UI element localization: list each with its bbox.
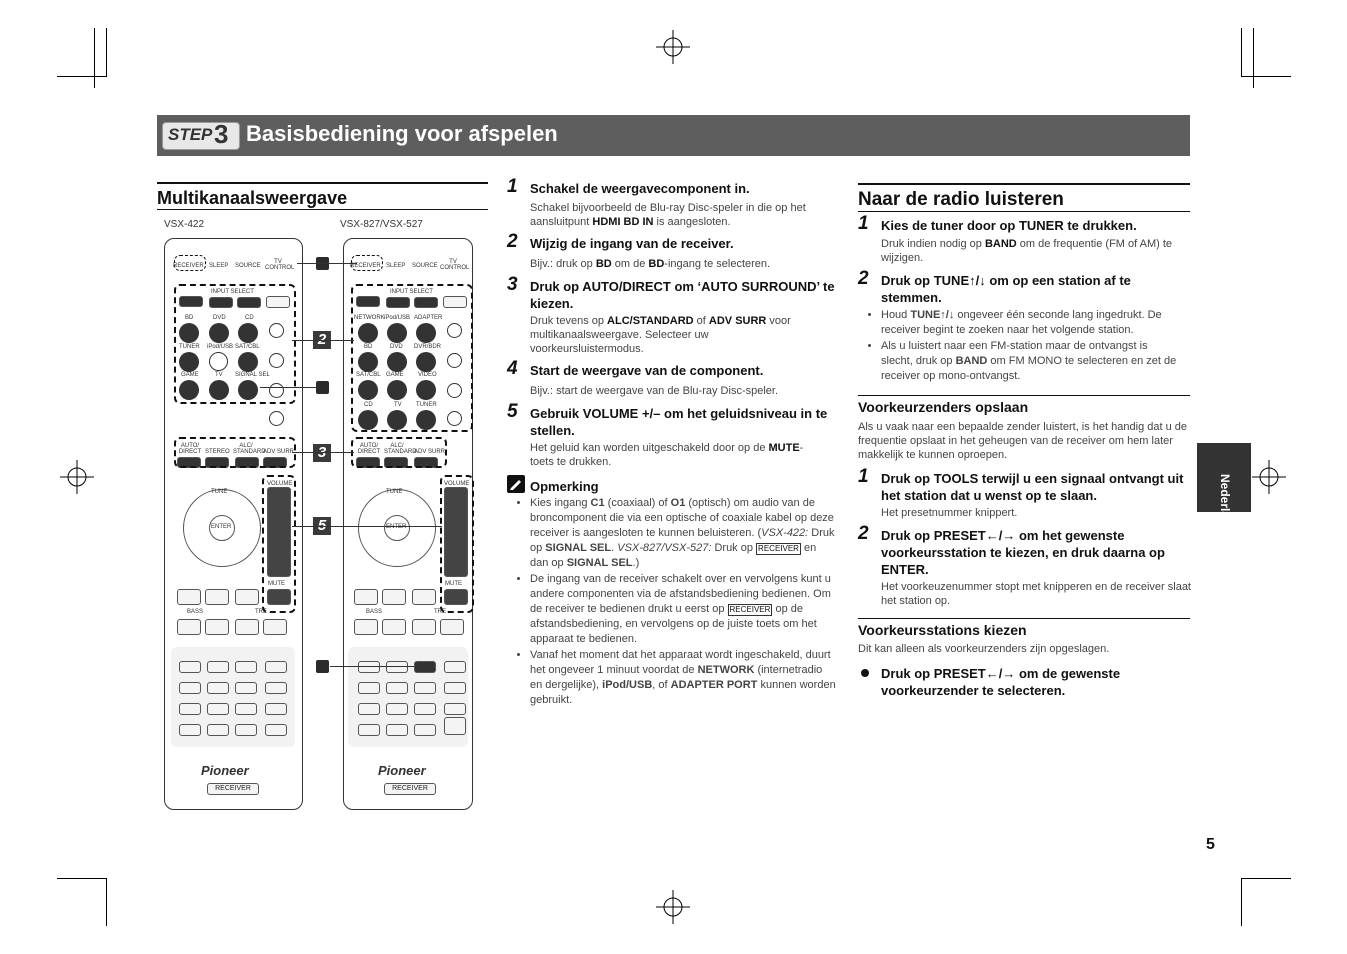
step-number: 3 xyxy=(214,119,229,149)
shift-button[interactable] xyxy=(444,717,466,735)
step-number: 1 xyxy=(507,176,518,197)
pause-button[interactable] xyxy=(354,589,378,605)
mute-label: MUTE xyxy=(268,581,285,587)
enter-label: ENTER xyxy=(211,524,232,530)
vol-minus-button[interactable] xyxy=(269,411,284,426)
bd-label: BD xyxy=(185,315,194,321)
remote-model-label: VSX-422 xyxy=(164,219,205,230)
stop-button[interactable] xyxy=(382,589,406,605)
step-heading: Druk op PRESET←/→ om het gewenste voorkeursstation te kiezen, en druk daarna op ENTER. xyxy=(881,528,1165,577)
dvr-label: DVR/BDR xyxy=(414,344,442,350)
preset-save-heading: Voorkeurzenders opslaan xyxy=(858,399,1029,415)
game-label: GAME xyxy=(181,372,199,378)
game-label: GAME xyxy=(386,372,404,378)
tv-label: TV xyxy=(394,402,402,408)
step-heading: Schakel de weergavecomponent in. xyxy=(530,181,750,196)
highlight-volume xyxy=(440,475,474,613)
step-heading: Wijzig de ingang van de receiver. xyxy=(530,236,734,251)
pioneer-logo: Pioneer xyxy=(201,763,249,778)
step-body: Het presetnummer knippert. xyxy=(881,507,1018,519)
step-body: Het voorkeuzenummer stopt met knipperen en de receiver slaat het station op. xyxy=(881,581,1191,607)
remote-model-label: VSX-827/VSX-527 xyxy=(340,219,423,230)
tune-label: TUNE xyxy=(211,489,228,495)
note-item: • Houd TUNE↑/↓ ongeveer één seconde lang ingedrukt. De receiver begint te zoeken naar het volgende station. xyxy=(881,308,1182,338)
key-0[interactable] xyxy=(386,724,408,736)
receiver-bottom-button[interactable]: RECEIVER xyxy=(384,783,436,795)
satcbl-label: SAT/CBL xyxy=(235,344,260,350)
prev-button[interactable] xyxy=(354,619,378,635)
auto-direct-label: AUTO/ DIRECT xyxy=(178,443,202,455)
volume-label: VOLUME xyxy=(444,481,470,487)
tre-label: TRE xyxy=(255,609,267,615)
language-tab-label: Nederlands xyxy=(1218,474,1232,540)
step-number: 1 xyxy=(858,466,869,487)
source-key-label: SOURCE xyxy=(412,263,438,269)
callout-step-2: 2 xyxy=(313,331,331,349)
satcbl-label: SAT/CBL xyxy=(356,372,381,378)
network-label: NETWORK xyxy=(354,315,385,321)
cd-label: CD xyxy=(245,315,254,321)
registration-mark-icon xyxy=(1252,460,1286,494)
preset-select-heading: Voorkeursstations kiezen xyxy=(858,622,1027,638)
step-number: 2 xyxy=(858,523,869,544)
callout-step-3: 3 xyxy=(313,444,331,462)
highlight-receiver xyxy=(174,255,206,271)
tv-label: TV xyxy=(215,372,223,378)
tv-control-label: TV CONTROL xyxy=(440,259,470,271)
step-heading: Druk op PRESET←/→ om de gewenste voorkeurzender te selecteren. xyxy=(881,666,1121,698)
next-button[interactable] xyxy=(205,619,229,635)
key-7[interactable] xyxy=(179,703,201,715)
tv-control-label: TV CONTROL xyxy=(265,259,295,271)
dvd-label: DVD xyxy=(390,344,403,350)
rew-button[interactable] xyxy=(235,619,259,635)
mute-label: MUTE xyxy=(445,581,462,587)
prev-button[interactable] xyxy=(177,619,201,635)
step-body: Bijv.: start de weergave van de Blu-ray Disc-speler. xyxy=(530,385,779,397)
step-heading: Kies de tuner door op TUNER te drukken. xyxy=(881,218,1137,233)
video-label: VIDEO xyxy=(418,372,437,378)
source-key-label: SOURCE xyxy=(235,263,261,269)
page-number: 5 xyxy=(1206,836,1215,853)
receiver-bottom-button[interactable]: RECEIVER xyxy=(207,783,259,795)
enter-small-button[interactable] xyxy=(414,724,436,736)
ff-button[interactable] xyxy=(263,619,287,635)
ch-plus-small-button[interactable] xyxy=(265,682,287,694)
sleep-key-label: SLEEP xyxy=(386,263,406,269)
key-6[interactable] xyxy=(414,682,436,694)
note-item: • Kies ingang C1 (coaxiaal) of O1 (optisch) om audio van de broncomponent die via een optische of coaxiale kabel op deze receiver is aangesloten te kunnen beluisteren. (VSX-422: Druk op SIGNAL SEL. VSX-827/VSX-527: Druk op RECEIVER en dan op SIGNAL SEL.) xyxy=(530,496,836,571)
step-body: Druk tevens op ALC/STANDARD of ADV SURR voor multikanaalsweergave. Selecteer uw voorkeursluistermodus. xyxy=(530,315,791,355)
key-3[interactable] xyxy=(235,661,257,673)
step-body: Druk indien nodig op BAND om de frequentie (FM of AM) te wijzigen. xyxy=(881,238,1173,264)
callout-step-5: 5 xyxy=(313,517,331,535)
tune-label: TUNE xyxy=(386,489,403,495)
receiver-key-label: RECEIVER xyxy=(173,263,204,269)
page-title: Basisbediening voor afspelen xyxy=(246,121,558,146)
signal-sel-label: SIGNAL SEL xyxy=(235,372,270,378)
alc-standard-label: ALC/ STANDARD xyxy=(384,443,417,455)
step-number: 2 xyxy=(507,231,518,252)
key-4[interactable] xyxy=(179,682,201,694)
preset-save-intro: Als u vaak naar een bepaalde zender luistert, is het handig dat u de frequentie opslaat in het geheugen van de receiver om hem later makkelijk te kunnen oproepen. xyxy=(858,421,1188,461)
highlight-listening-mode xyxy=(351,437,447,468)
ff-button[interactable] xyxy=(440,619,464,635)
adv-surr-label: ADV SURR xyxy=(414,449,446,455)
key-8[interactable] xyxy=(386,703,408,715)
step-number: 2 xyxy=(858,268,869,289)
volume-label: VOLUME xyxy=(267,481,293,487)
key-6[interactable] xyxy=(235,682,257,694)
step-number: 5 xyxy=(507,401,518,422)
adapter-label: ADAPTER xyxy=(414,315,443,321)
key-1[interactable] xyxy=(179,661,201,673)
ipod-label: iPod/USB xyxy=(384,315,411,321)
enter-small-button[interactable] xyxy=(235,724,257,736)
key-5[interactable] xyxy=(207,682,229,694)
step-number: 1 xyxy=(858,213,869,234)
ch-plus-small-button[interactable] xyxy=(444,682,466,694)
input-select-label: INPUT SELECT xyxy=(211,289,254,295)
step-body: Bijv.: druk op BD om de BD-ingang te selecteren. xyxy=(530,258,771,270)
key-3-signal-sel[interactable] xyxy=(414,661,436,673)
play-button[interactable] xyxy=(235,589,259,605)
tuner-label: TUNER xyxy=(179,344,200,350)
highlight-input-keys xyxy=(174,284,296,404)
step-heading: Start de weergave van de component. xyxy=(530,363,764,378)
note-item: • Als u luistert naar een FM-station maar de ontvangst is slecht, druk op BAND om FM MONO te selecteren en zet de receiver op mono-ontvangst. xyxy=(881,339,1182,384)
tre-label: TRE xyxy=(434,609,446,615)
key-4[interactable] xyxy=(358,682,380,694)
step-heading: Druk op TOOLS terwijl u een signaal ontvangt uit het station dat u wenst op te slaan. xyxy=(881,471,1184,503)
registration-mark-icon xyxy=(656,890,690,924)
stop-button[interactable] xyxy=(205,589,229,605)
auto-direct-label: AUTO/ DIRECT xyxy=(357,443,381,455)
clr-button[interactable] xyxy=(179,724,201,736)
registration-mark-icon xyxy=(656,30,690,64)
adv-surr-label: ADV SURR xyxy=(263,449,295,455)
highlight-listening-mode xyxy=(174,437,296,468)
pause-button[interactable] xyxy=(177,589,201,605)
ch-minus-small-button[interactable] xyxy=(444,703,466,715)
key-5[interactable] xyxy=(386,682,408,694)
step-badge xyxy=(160,120,240,150)
dvd-label: DVD xyxy=(213,315,226,321)
key-1[interactable] xyxy=(358,661,380,673)
bd-label: BD xyxy=(364,344,373,350)
key-7[interactable] xyxy=(358,703,380,715)
step-label: STEP xyxy=(168,125,213,144)
play-button[interactable] xyxy=(412,589,436,605)
note-item: • Vanaf het moment dat het apparaat wordt ingeschakeld, duurt het ongeveer 1 minuut voordat de NETWORK (internetradio en dergelijke), iPod/USB, of ADAPTER PORT kunnen worden gebruikt. xyxy=(530,648,836,708)
note-pencil-icon xyxy=(316,660,329,673)
sleep-key-label: SLEEP xyxy=(209,263,229,269)
step-heading: Druk op TUNE↑/↓ om op een station af te stemmen. xyxy=(881,273,1131,305)
ipod-label: iPod/USB xyxy=(207,344,234,350)
input-select-label: INPUT SELECT xyxy=(390,289,433,295)
tune-notes xyxy=(867,308,1182,385)
note-title: Opmerking xyxy=(530,479,599,494)
receiver-key-label: RECEIVER xyxy=(350,263,381,269)
key-2[interactable] xyxy=(207,661,229,673)
key-2[interactable] xyxy=(386,661,408,673)
disp-button[interactable] xyxy=(265,661,287,673)
multichannel-heading: Multikanaalsweergave xyxy=(157,188,348,208)
highlight-input-keys xyxy=(351,284,473,432)
tuner-label: TUNER xyxy=(416,402,437,408)
clr-button[interactable] xyxy=(358,724,380,736)
note-pencil-icon xyxy=(316,381,329,394)
preset-select-intro: Dit kan alleen als voorkeurzenders zijn opgeslagen. xyxy=(858,643,1110,655)
dimmer-button[interactable] xyxy=(265,724,287,736)
bullet-dot xyxy=(861,669,869,677)
cd-label: CD xyxy=(364,402,373,408)
note-icon xyxy=(507,475,525,493)
note-list xyxy=(516,496,836,709)
stereo-label: STEREO xyxy=(205,449,230,455)
alc-standard-label: ALC/ STANDARD xyxy=(233,443,266,455)
highlight-volume xyxy=(262,475,296,613)
ch-minus-small-button[interactable] xyxy=(265,703,287,715)
step-body: Schakel bijvoorbeeld de Blu-ray Disc-speler in die op het aansluitpunt HDMI BD IN is aangesloten. xyxy=(530,202,806,228)
step-heading: Gebruik VOLUME +/– om het geluidsniveau in te stellen. xyxy=(530,406,828,438)
key-8[interactable] xyxy=(207,703,229,715)
rew-button[interactable] xyxy=(412,619,436,635)
step-number: 4 xyxy=(507,358,518,379)
disp-button[interactable] xyxy=(444,661,466,673)
key-9[interactable] xyxy=(414,703,436,715)
bass-label: BASS xyxy=(187,609,204,615)
next-button[interactable] xyxy=(382,619,406,635)
pioneer-logo: Pioneer xyxy=(378,763,426,778)
registration-mark-icon xyxy=(60,460,94,494)
key-0[interactable] xyxy=(207,724,229,736)
step-number: 3 xyxy=(507,274,518,295)
step-body: Het geluid kan worden uitgeschakeld door op de MUTE-toets te drukken. xyxy=(530,442,804,468)
key-9[interactable] xyxy=(235,703,257,715)
bass-label: BASS xyxy=(366,609,383,615)
step-heading: Druk op AUTO/DIRECT om ‘AUTO SURROUND’ te kiezen. xyxy=(530,279,835,311)
enter-label: ENTER xyxy=(386,524,407,530)
note-item: • De ingang van de receiver schakelt over en vervolgens kunt u andere componenten via de afstandsbediening bedienen. Om de receiver te bedienen drukt u eerst op RECEIVER op de afstandsbediening, en vervolgens op de juiste toets om het apparaat te bedienen. xyxy=(530,572,836,647)
radio-heading: Naar de radio luisteren xyxy=(858,189,1064,210)
